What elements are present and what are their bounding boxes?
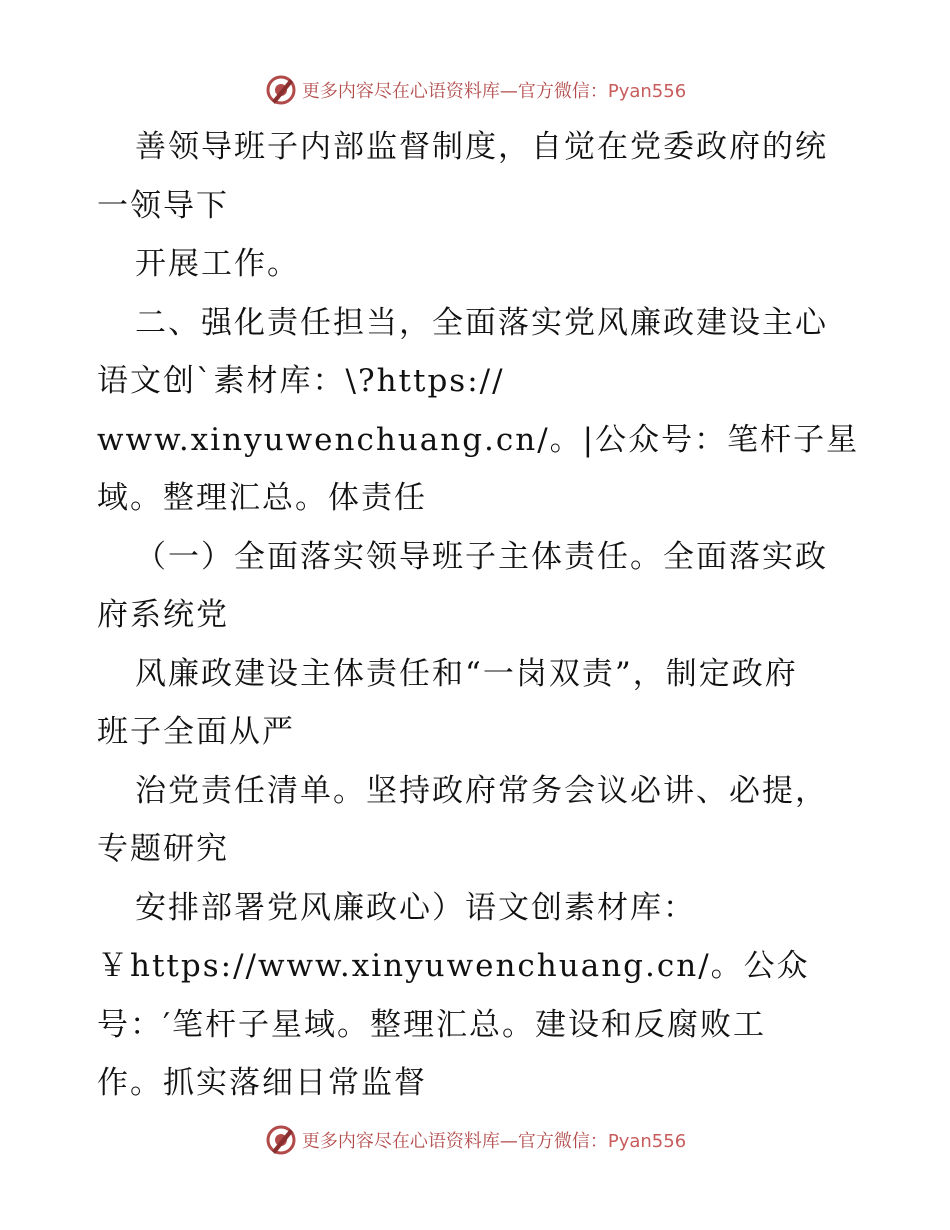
body-line: 一领导下 xyxy=(97,187,229,224)
footer-banner-text: 更多内容尽在心语资料库—官方微信： xyxy=(301,1131,608,1152)
body-line: 安排部署党风廉政心）语文创素材库： xyxy=(135,889,696,926)
footer-watermark-banner xyxy=(0,1120,950,1160)
header-watermark-banner xyxy=(0,70,950,110)
pen-logo-icon xyxy=(264,1123,298,1157)
body-line: 号：′笔杆子星域。整理汇总。建设和反腐败工 xyxy=(97,1006,767,1043)
body-line: （一）全面落实领导班子主体责任。全面落实政 xyxy=(135,538,828,575)
body-line: 作。抓实落细日常监督 xyxy=(97,1065,427,1101)
pen-logo-icon xyxy=(264,73,298,107)
body-line: 语文创`素材库：\?https:// xyxy=(97,363,505,399)
footer-banner-handle: Pyan556 xyxy=(607,1131,687,1152)
body-line: 域。整理汇总。体责任 xyxy=(97,480,427,516)
body-line: ￥https://www.xinyuwenchuang.cn/。公众 xyxy=(97,948,810,984)
body-line: 开展工作。 xyxy=(135,246,300,282)
body-line: www.xinyuwenchuang.cn/。|公众号：笔杆子星 xyxy=(97,421,860,458)
body-line: 专题研究 xyxy=(97,831,229,867)
header-banner-handle: Pyan556 xyxy=(607,81,687,102)
body-line: 善领导班子内部监督制度，自觉在党委政府的统 xyxy=(135,129,828,165)
body-line: 二、强化责任担当，全面落实党风廉政建设主心 xyxy=(135,304,828,341)
body-line: 府系统党 xyxy=(97,597,229,633)
document-body xyxy=(97,118,867,1113)
body-line: 风廉政建设主体责任和“一岗双责”，制定政府 xyxy=(135,655,798,692)
body-line: 班子全面从严 xyxy=(97,714,295,750)
header-banner-text: 更多内容尽在心语资料库—官方微信： xyxy=(301,81,608,102)
body-line: 治党责任清单。坚持政府常务会议必讲、必提， xyxy=(135,772,828,809)
